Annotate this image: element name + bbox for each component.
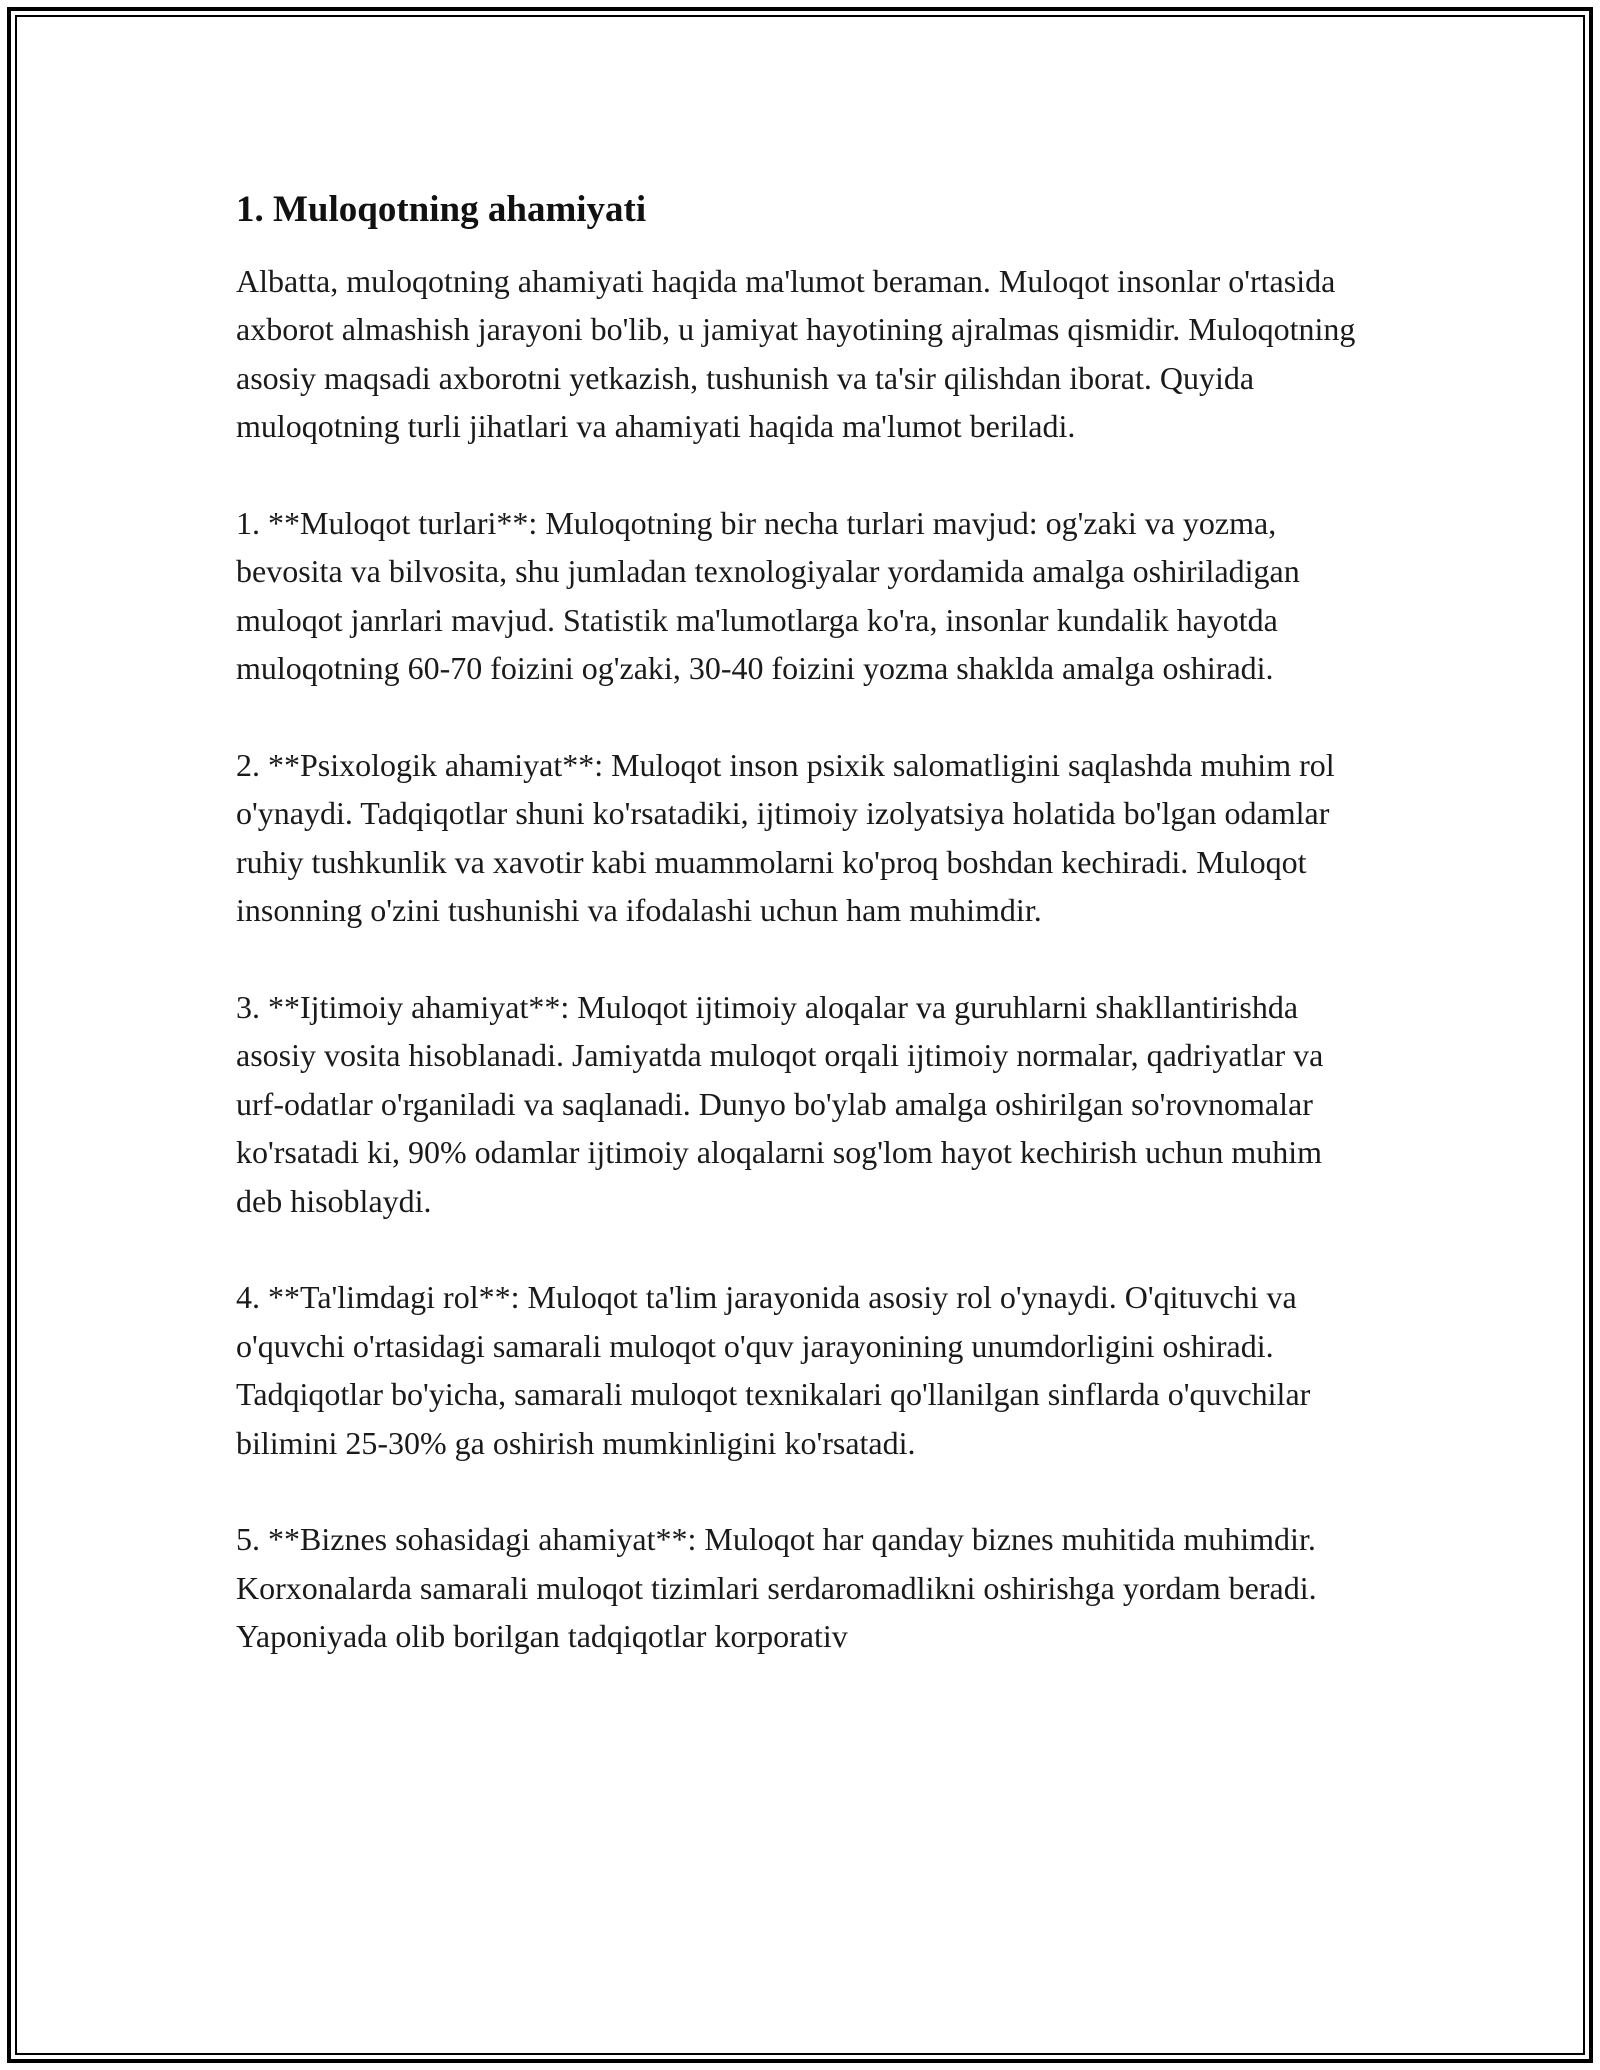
paragraph-intro: Albatta, muloqotning ahamiyati haqida ma'lumot beraman. Muloqot insonlar o'rtasida axborot almashish jarayoni bo'lib, u jamiyat hayotining ajralmas qismidir. Muloqotning asosiy maqsadi axborotni yetkazish, tushunish va ta'sir qilishdan iborat. Quyida muloqotning turli jihatlari va ahamiyati haqida ma'lumot beriladi. (236, 263, 1356, 445)
section-heading: 1. Muloqotning ahamiyati (236, 189, 647, 230)
paragraph-social-importance: 3. **Ijtimoiy ahamiyat**: Muloqot ijtimoiy aloqalar va guruhlarni shakllantirishda asosiy vosita hisoblanadi. Jamiyatda muloqot orqali ijtimoiy normalar, qadriyatlar va urf-odatlar o'rganiladi va saqlanadi. Dunyo bo'ylab amalga oshirilgan so'rovnomalar ko'rsatadi ki, 90% odamlar ijtimoiy aloqalarni sog'lom hayot kechirish uchun muhim deb hisoblaydi. (236, 989, 1324, 1219)
paragraph-communication-types: 1. **Muloqot turlari**: Muloqotning bir necha turlari mavjud: og'zaki va yozma, bevosita va bilvosita, shu jumladan texnologiyalar yordamida amalga oshiriladigan muloqot janrlari mavjud. Statistik ma'lumotlarga ko'ra, insonlar kundalik hayotda muloqotning 60-70 foizini og'zaki, 30-40 foizini yozma shaklda amalga oshiradi. (236, 505, 1300, 687)
paragraph-psychological-importance: 2. **Psixologik ahamiyat**: Muloqot inson psixik salomatligini saqlashda muhim rol o'ynaydi. Tadqiqotlar shuni ko'rsatadiki, ijtimoiy izolyatsiya holatida bo'lgan odamlar ruhiy tushkunlik va xavotir kabi muammolarni ko'proq boshdan kechiradi. Muloqot insonning o'zini tushunishi va ifodalashi uchun ham muhimdir. (236, 747, 1335, 929)
paragraph-business-importance: 5. **Biznes sohasidagi ahamiyat**: Muloqot har qanday biznes muhitida muhimdir. Korxonalarda samarali muloqot tizimlari serdaromadlikni oshirishga yordam beradi. Yaponiyada olib borilgan tadqiqotlar korporativ (236, 1521, 1317, 1655)
paragraph-education-role: 4. **Ta'limdagi rol**: Muloqot ta'lim jarayonida asosiy rol o'ynaydi. O'qituvchi va o'quvchi o'rtasidagi samarali muloqot o'quv jarayonining unumdorligini oshiradi. Tadqiqotlar bo'yicha, samarali muloqot texnikalari qo'llanilgan sinflarda o'quvchilar bilimini 25-30% ga oshirish mumkinligini ko'rsatadi. (236, 1279, 1311, 1461)
document-body (236, 186, 1376, 1661)
